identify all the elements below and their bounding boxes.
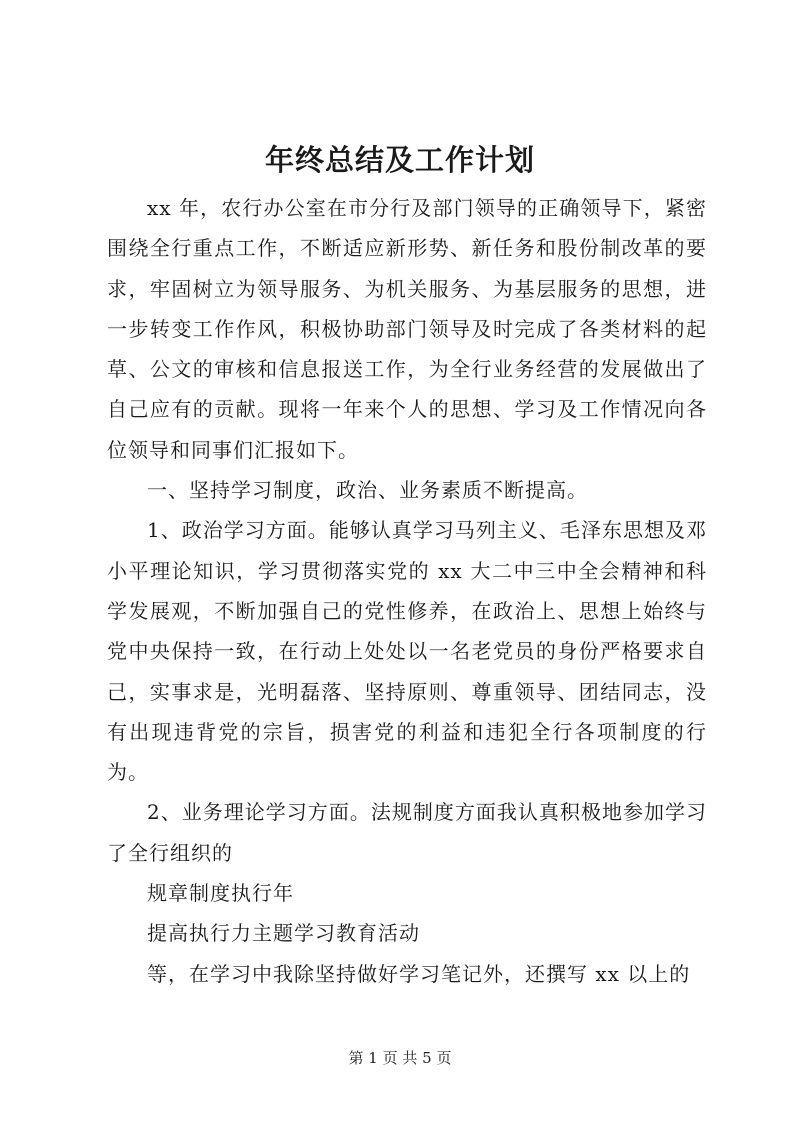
- paragraph-activity-1: 规章制度执行年: [147, 881, 294, 906]
- paragraph-business-study: 2、业务理论学习方面。法规制度方面我认真积极地参加学习了全行组织的: [107, 800, 707, 865]
- paragraph-section-heading: 一、坚持学习制度，政治、业务素质不断提高。: [147, 478, 588, 503]
- page-footer: 第 1 页 共 5 页: [348, 1049, 452, 1067]
- paragraph-activity-2: 提高执行力主题学习教育活动: [147, 921, 420, 946]
- paragraph-continuation: 等，在学习中我除坚持做好学习笔记外，还撰写 xx 以上的: [147, 961, 691, 986]
- paragraph-political-study: 1、政治学习方面。能够认真学习马列主义、毛泽东思想及邓小平理论知识，学习贯彻落实党的 xx 大二中三中全会精神和科学发展观，不断加强自己的党性修养，在政治上、思想上始终与党中央保持一致，在行动上处处以一名老党员的身份严格要求自己，实事求是，光明磊落、坚持原则、尊重领导、团结同志，没有出现违背党的宗旨，损害党的利益和违犯全行各项制度的行为。: [107, 518, 707, 785]
- document-body: [107, 188, 707, 994]
- paragraph-intro: xx 年，农行办公室在市分行及部门领导的正确领导下，紧密围绕全行重点工作，不断适应新形势、新任务和股份制改革的要求，牢固树立为领导服务、为机关服务、为基层服务的思想，进一步转变工作作风，积极协助部门领导及时完成了各类材料的起草、公文的审核和信息报送工作，为全行业务经营的发展做出了自己应有的贡献。现将一年来个人的思想、学习及工作情况向各位领导和同事们汇报如下。: [107, 196, 707, 462]
- document-title: 年终总结及工作计划: [264, 143, 535, 177]
